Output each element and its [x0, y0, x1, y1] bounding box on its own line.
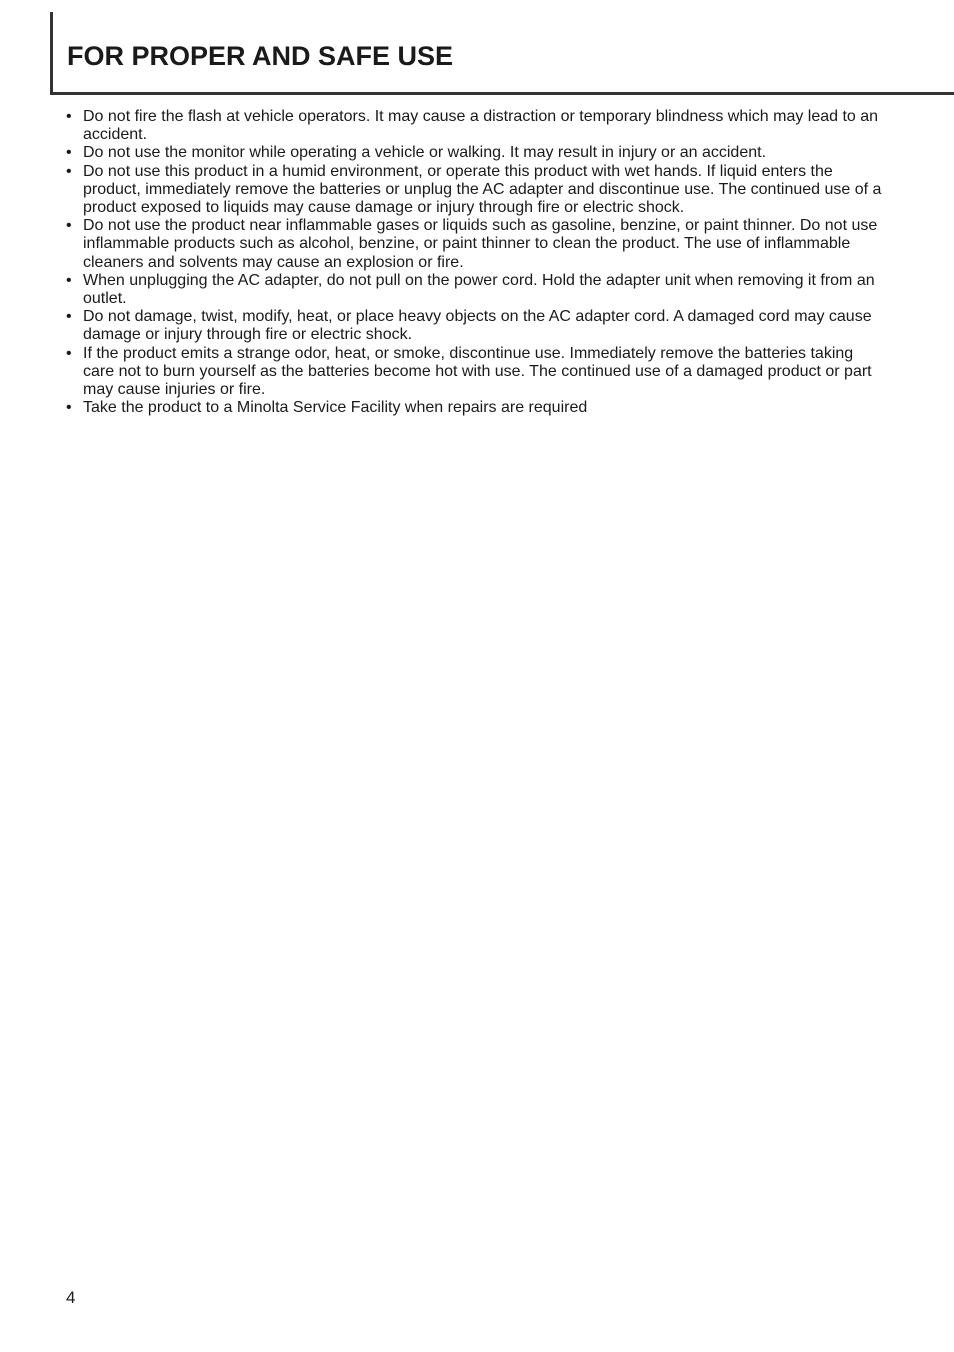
list-item-text: Take the product to a Minolta Service Facility when repairs are required — [83, 399, 588, 417]
bullet-icon: • — [66, 217, 72, 235]
bullet-icon: • — [66, 399, 72, 417]
bullet-icon: • — [66, 162, 72, 180]
list-item-text: Do not use the monitor while operating a vehicle or walking. It may result in injury or an accident. — [83, 144, 767, 162]
bullet-icon: • — [66, 308, 72, 326]
list-item-text: Do not use the product near inflammable gases or liquids such as gasoline, benzine, or paint thinner. Do not use inflammable products such as alcohol, benzine, or paint thinner to clean the product. The use of inflammable cleaners and solvents may cause an explosion or fire. — [83, 217, 878, 271]
list-item — [66, 308, 886, 344]
bullet-icon: • — [66, 344, 72, 362]
list-item — [66, 345, 886, 400]
list-item — [66, 399, 886, 417]
list-item — [66, 144, 886, 162]
list-item — [66, 163, 886, 218]
list-item-text: When unplugging the AC adapter, do not pull on the power cord. Hold the adapter unit when removing it from an outlet. — [83, 271, 875, 308]
page-number: 4 — [66, 1288, 76, 1307]
list-item-text: Do not damage, twist, modify, heat, or place heavy objects on the AC adapter cord. A damaged cord may cause damage or injury through fire or electric shock. — [83, 308, 872, 344]
list-item-text: Do not fire the flash at vehicle operators. It may cause a distraction or temporary blindness which may lead to an accident. — [83, 108, 879, 144]
list-item-text: Do not use this product in a humid environment, or operate this product with wet hands. If liquid enters the product, immediately remove the batteries or unplug the AC adapter and discontinue use. The continued use of a product exposed to liquids may cause damage or injury through fire or electric shock. — [83, 162, 882, 217]
warning-list — [66, 108, 886, 417]
list-item — [66, 108, 886, 144]
list-item-text: If the product emits a strange odor, heat, or smoke, discontinue use. Immediately remove the batteries taking care not to burn yourself as the batteries become hot with use. The continued use of a damaged product or part may cause injuries or fire. — [83, 344, 872, 399]
bullet-icon: • — [66, 108, 72, 125]
list-item — [66, 217, 886, 272]
bullet-icon: • — [66, 144, 72, 162]
list-item — [66, 272, 886, 308]
page-title: FOR PROPER AND SAFE USE — [67, 41, 454, 71]
bullet-icon: • — [66, 271, 72, 289]
